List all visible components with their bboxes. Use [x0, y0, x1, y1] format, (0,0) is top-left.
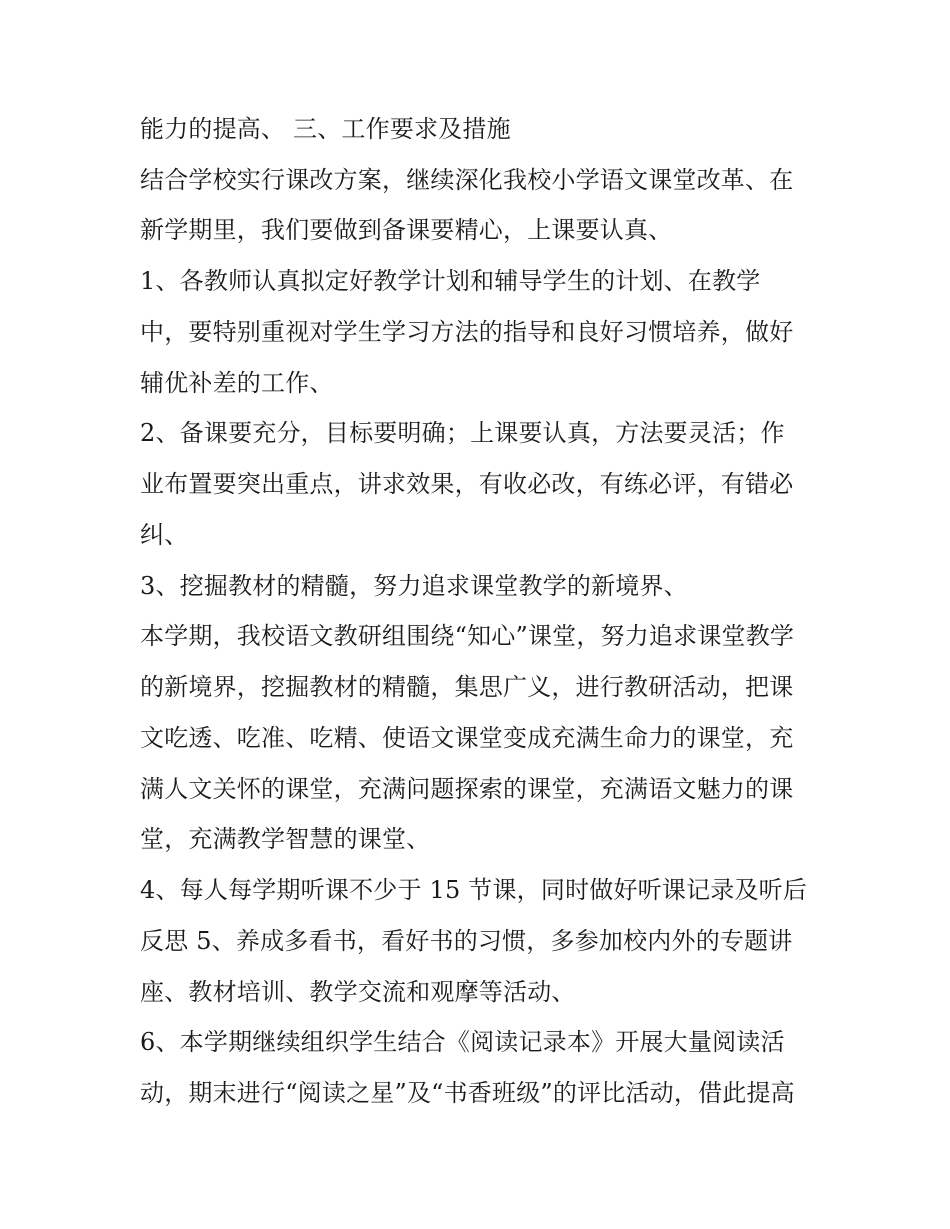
text-line: 结合学校实行课改方案，继续深化我校小学语文课堂改革、在 [140, 166, 794, 194]
text-line: 反思 5、养成多看书，看好书的习惯，多参加校内外的专题讲 [140, 927, 793, 955]
text-line: 动，期末进行“阅读之星”及“书香班级”的评比活动，借此提高 [140, 1079, 795, 1107]
text-line: 堂，充满教学智慧的课堂、 [140, 825, 431, 853]
text-line: 座、教材培训、教学交流和观摩等活动、 [140, 978, 576, 1006]
text-line: 的新境界，挖掘教材的精髓，集思广义，进行教研活动，把课 [140, 673, 794, 701]
text-line: 本学期，我校语文教研组围绕“知心”课堂，努力追求课堂教学 [140, 622, 795, 650]
text-line: 业布置要突出重点，讲求效果，有收必改，有练必评，有错必 [140, 470, 794, 498]
text-line: 新学期里，我们要做到备课要精心，上课要认真、 [140, 216, 673, 244]
text-line: 能力的提高、 三、工作要求及措施 [140, 115, 511, 143]
text-line: 中，要特别重视对学生学习方法的指导和良好习惯培养，做好 [140, 318, 794, 346]
text-line: 6、本学期继续组织学生结合《阅读记录本》开展大量阅读活 [140, 1028, 785, 1056]
text-line: 4、每人每学期听课不少于 15 节课，同时做好听课记录及听后 [140, 876, 808, 904]
text-line: 纠、 [140, 521, 189, 549]
text-line: 2、备课要充分，目标要明确；上课要认真，方法要灵活；作 [140, 419, 785, 447]
text-line: 1、各教师认真拟定好教学计划和辅导学生的计划、在教学 [140, 267, 761, 295]
text-line: 文吃透、吃准、吃精、使语文课堂变成充满生命力的课堂，充 [140, 724, 794, 752]
text-line: 3、挖掘教材的精髓，努力追求课堂教学的新境界、 [140, 572, 688, 600]
text-line: 辅优补差的工作、 [140, 369, 334, 397]
text-line: 满人文关怀的课堂，充满问题探索的课堂，充满语文魅力的课 [140, 775, 794, 803]
